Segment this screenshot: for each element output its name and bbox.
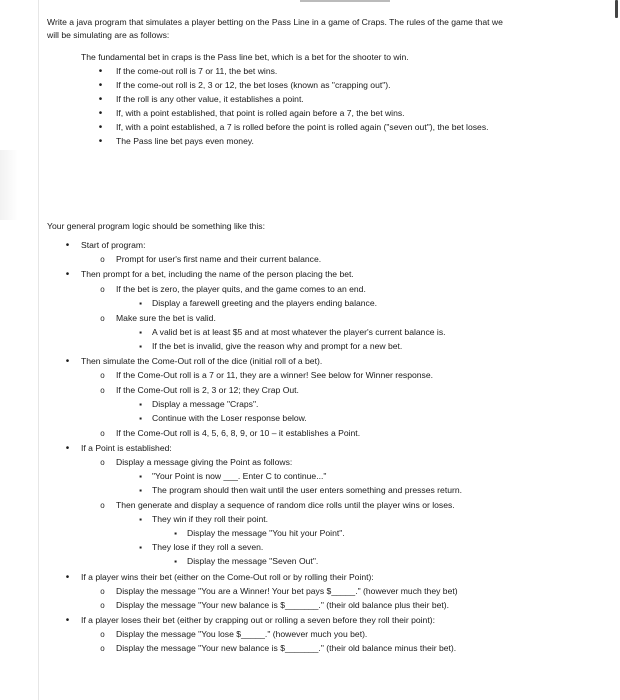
logic-line: Display the message "You lose $_____." (however much you bet). [116, 629, 368, 639]
circle-bullet-icon [99, 284, 106, 294]
logic-line: If the bet is invalid, give the reason why and prompt for a new bet. [152, 341, 403, 351]
bullet-icon [64, 356, 71, 366]
logic-line: If the Come-Out roll is 4, 5, 6, 8, 9, or 10 – it establishes a Point. [116, 428, 361, 438]
rule-item: If the come-out roll is 2, 3 or 12, the bet loses (known as "crapping out"). [116, 80, 391, 90]
square-bullet-icon [137, 341, 144, 351]
logic-line: If a player loses their bet (either by crapping out or rolling a seven before they roll their point): [81, 615, 435, 625]
logic-line: Prompt for user's first name and their current balance. [116, 254, 322, 264]
square-bullet-icon [172, 556, 179, 566]
circle-bullet-icon [99, 500, 106, 510]
logic-line: Start of program: [81, 240, 146, 250]
square-bullet-icon [137, 399, 144, 409]
logic-line: Display the message "You are a Winner! Your bet pays $_____." (however much they bet) [116, 586, 458, 596]
logic-line: Display a message "Craps". [152, 399, 259, 409]
square-bullet-icon [137, 514, 144, 524]
circle-bullet-icon [99, 457, 106, 467]
bullet-icon [64, 240, 71, 250]
logic-line: Display the message "You hit your Point". [187, 528, 345, 538]
square-bullet-icon [137, 298, 144, 308]
square-bullet-icon [137, 327, 144, 337]
logic-line: They win if they roll their point. [152, 514, 269, 524]
scrollbar-thumb[interactable] [615, 0, 618, 18]
square-bullet-icon [137, 542, 144, 552]
square-bullet-icon [137, 485, 144, 495]
logic-line: Then prompt for a bet, including the name of the person placing the bet. [81, 269, 354, 279]
logic-line: Make sure the bet is valid. [116, 313, 216, 323]
bullet-icon [64, 572, 71, 582]
bullet-icon [97, 122, 104, 132]
logic-line: "Your Point is now ___. Enter C to continue..." [152, 471, 327, 481]
logic-line: Display the message "Your new balance is $_______." (their old balance minus their bet). [116, 643, 457, 653]
circle-bullet-icon [99, 629, 106, 639]
logic-heading: Your general program logic should be something like this: [47, 221, 265, 231]
rule-item: If, with a point established, a 7 is rolled before the point is rolled again ("seven out"), the bet loses. [116, 122, 489, 132]
square-bullet-icon [137, 413, 144, 423]
logic-line: Continue with the Loser response below. [152, 413, 307, 423]
square-bullet-icon [172, 528, 179, 538]
bullet-icon [97, 108, 104, 118]
logic-line: Then simulate the Come-Out roll of the dice (initial roll of a bet). [81, 356, 323, 366]
logic-line: If a player wins their bet (either on the Come-Out roll or by rolling their Point): [81, 572, 374, 582]
logic-line: If the Come-Out roll is a 7 or 11, they are a winner! See below for Winner response. [116, 370, 434, 380]
logic-line: If a Point is established: [81, 443, 172, 453]
bullet-icon [97, 66, 104, 76]
logic-line: Display a message giving the Point as follows: [116, 457, 293, 467]
left-edge-shadow [0, 150, 18, 220]
logic-line: Display the message "Your new balance is $_______." (their old balance plus their bet). [116, 600, 450, 610]
bullet-icon [64, 443, 71, 453]
circle-bullet-icon [99, 428, 106, 438]
rules-lead: The fundamental bet in craps is the Pass line bet, which is a bet for the shooter to win. [81, 52, 409, 62]
circle-bullet-icon [99, 586, 106, 596]
circle-bullet-icon [99, 643, 106, 653]
logic-line: Display a farewell greeting and the players ending balance. [152, 298, 378, 308]
bullet-icon [64, 269, 71, 279]
logic-line: If the bet is zero, the player quits, and the game comes to an end. [116, 284, 366, 294]
bullet-icon [97, 80, 104, 90]
logic-line: The program should then wait until the user enters something and presses return. [152, 485, 463, 495]
logic-line: A valid bet is at least $5 and at most whatever the player's current balance is. [152, 327, 446, 337]
logic-line: Display the message "Seven Out". [187, 556, 319, 566]
bullet-icon [97, 94, 104, 104]
circle-bullet-icon [99, 385, 106, 395]
intro-line-1: Write a java program that simulates a player betting on the Pass Line in a game of Craps. The rules of the game that we [47, 17, 503, 27]
logic-line: If the Come-Out roll is 2, 3 or 12; they Crap Out. [116, 385, 299, 395]
logic-line: Then generate and display a sequence of random dice rolls until the player wins or loses. [116, 500, 455, 510]
circle-bullet-icon [99, 313, 106, 323]
circle-bullet-icon [99, 254, 106, 264]
rule-item: If the roll is any other value, it establishes a point. [116, 94, 304, 104]
rule-item: The Pass line bet pays even money. [116, 136, 254, 146]
bullet-icon [64, 615, 71, 625]
bullet-icon [97, 136, 104, 146]
intro-line-2: will be simulating are as follows: [47, 30, 170, 40]
circle-bullet-icon [99, 600, 106, 610]
rule-item: If, with a point established, that point is rolled again before a 7, the bet wins. [116, 108, 405, 118]
cropped-heading-fragment [300, 0, 390, 6]
rule-item: If the come-out roll is 7 or 11, the bet wins. [116, 66, 278, 76]
square-bullet-icon [137, 471, 144, 481]
logic-line: They lose if they roll a seven. [152, 542, 264, 552]
circle-bullet-icon [99, 370, 106, 380]
